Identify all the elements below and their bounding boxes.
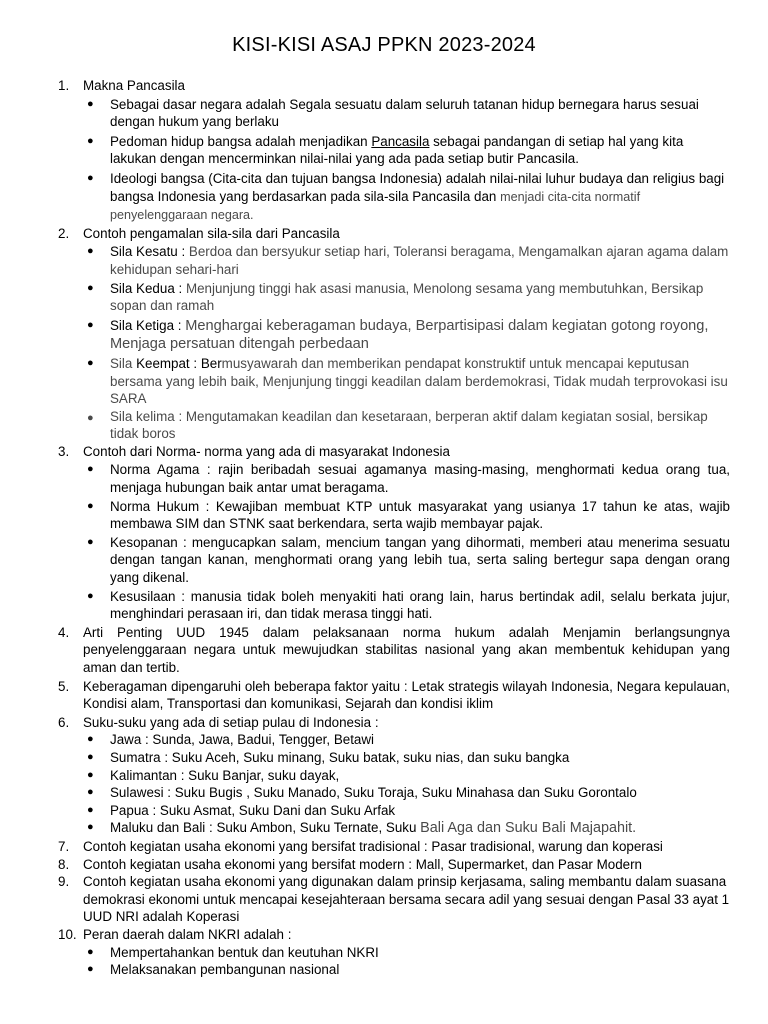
sub-item	[83, 534, 730, 587]
sub-item	[83, 944, 730, 962]
sub-item-text: Keempat : Ber	[136, 355, 222, 371]
item-heading: Arti Penting UUD 1945 dalam pelaksanaan norma hukum adalah Menjamin berlangsungnya penyelenggaraan negara untuk mewujudkan stabilitas nasional yang akan membentuk kehidupan yang aman dan tertib.	[83, 624, 730, 675]
sub-item	[83, 498, 730, 533]
bullet-icon: ●	[87, 97, 94, 110]
bullet-icon: ●	[87, 803, 94, 816]
bullet-icon: ●	[87, 535, 94, 548]
sub-item	[83, 355, 730, 408]
sub-item	[83, 819, 730, 838]
list-item	[0, 624, 768, 677]
item-number: 6.	[58, 714, 70, 730]
sub-item-text: Sulawesi : Suku Bugis , Suku Manado, Suku Toraja, Suku Minahasa dan Suku Gorontalo	[110, 785, 637, 801]
sub-item-text: Maluku dan Bali : Suku Ambon, Suku Ternate, Suku	[110, 820, 421, 836]
list-item	[0, 443, 768, 623]
item-number: 4.	[58, 624, 70, 640]
list-item	[0, 926, 768, 979]
item-heading: Keberagaman dipengaruhi oleh beberapa faktor yaitu : Letak strategis wilayah Indonesia, Negara kepulauan, Kondisi alam, Transportasi dan komunikasi, Sejarah dan kondisi iklim	[83, 678, 730, 712]
sub-item-text: menjadi cita-cita normatif penyelenggaraan negara.	[110, 189, 641, 223]
sub-item-text: Sila	[110, 355, 137, 371]
bullet-icon: ●	[87, 750, 94, 763]
list-item	[0, 873, 768, 926]
item-heading: Contoh kegiatan usaha ekonomi yang digunakan dalam prinsip kerjasama, saling membantu dalam suasana demokrasi ekonomi untuk mencapai kesejahteraan bersama secara adil yang sesuai dengan Pasal 33 ayat 1 UUD NRI adalah Koperasi	[83, 874, 730, 925]
item-number: 7.	[58, 838, 70, 854]
bullet-icon: ●	[87, 821, 94, 834]
page-title: KISI-KISI ASAJ PPKN 2023-2024	[232, 34, 536, 56]
item-heading: Suku-suku yang ada di setiap pulau di Indonesia :	[83, 714, 379, 730]
sub-item-text: Menjunjung tinggi hak asasi manusia, Menolong sesama yang membutuhkan, Bersikap sopan dan ramah	[110, 280, 704, 314]
sub-item-text: Pedoman hidup bangsa adalah menjadikan	[110, 133, 372, 149]
bullet-icon: ●	[87, 768, 94, 781]
item-heading: Peran daerah dalam NKRI adalah :	[83, 926, 292, 942]
sub-item	[83, 961, 730, 979]
item-number: 1.	[58, 78, 70, 93]
bullet-icon: ●	[87, 245, 94, 258]
list-item	[0, 714, 768, 838]
sub-item	[83, 461, 730, 496]
bullet-icon: ●	[87, 134, 94, 147]
sub-item	[83, 767, 730, 785]
sub-item-text: Melaksanakan pembangunan nasional	[110, 962, 340, 978]
item-number: 9.	[58, 874, 70, 890]
sub-item-text: Sebagai dasar negara adalah Segala sesuatu dalam seluruh tatanan hidup bernegara harus sesuai dengan hukum yang berlaku	[110, 96, 699, 130]
sub-item-text: Sumatra : Suku Aceh, Suku minang, Suku batak, suku nias, dan suku bangka	[110, 749, 570, 765]
list-item	[0, 838, 768, 856]
sub-item-text: Sila kelima : Mengutamakan keadilan dan kesetaraan, berperan aktif dalam kegiatan sosial, bersikap tidak boros	[110, 408, 708, 442]
sub-item	[83, 317, 730, 354]
list-item	[0, 225, 768, 443]
bullet-icon: ●	[87, 281, 94, 294]
bullet-icon: ●	[87, 945, 94, 958]
sub-item	[83, 802, 730, 820]
sub-item-text: Norma Agama : rajin beribadah sesuai agamanya masing-masing, menghormati kedua orang tua, menjaga hubungan baik antar umat beragama.	[110, 462, 730, 496]
sub-item	[83, 96, 730, 131]
sub-item-text: Berdoa dan bersyukur setiap hari, Toleransi beragama, Mengamalkan ajaran agama dalam kehidupan sehari-hari	[110, 244, 729, 277]
bullet-icon: ●	[87, 463, 94, 476]
sub-item-text: Papua : Suku Asmat, Suku Dani dan Suku Arfak	[110, 802, 396, 818]
sub-item-text: Kalimantan : Suku Banjar, suku dayak,	[110, 767, 340, 783]
sub-item	[83, 588, 730, 623]
sub-item	[83, 749, 730, 767]
sub-item-text: Kesusilaan : manusia tidak boleh menyakiti hati orang lain, harus bertindak adil, selalu berkata jujur, menghindari perasaan iri, dan tidak merasa tinggi hati.	[110, 588, 730, 622]
sub-item	[83, 243, 730, 278]
underlined-word: Pancasila	[371, 133, 430, 149]
sub-item-text: Kesopanan : mengucapkan salam, mencium tangan yang dihormati, memberi atau menerima sesuatu dengan tangan kanan, menghormati orang yang lebih tua, serta saling bertegur sapa dengan orang yang dikenal.	[110, 534, 730, 586]
item-heading: Contoh kegiatan usaha ekonomi yang bersifat tradisional : Pasar tradisional, warung dan koperasi	[83, 838, 663, 854]
sub-item	[83, 784, 730, 802]
list-item	[0, 678, 768, 713]
sub-item	[83, 133, 730, 168]
bullet-icon: ●	[87, 411, 94, 424]
sub-item-text: sebagai pandangan di setiap hal yang kita lakukan dengan mencerminkan nilai-nilai yang ada pada setiap butir Pancasila.	[110, 133, 684, 167]
item-number: 5.	[58, 678, 70, 694]
numbered-list	[0, 77, 768, 979]
item-heading: Contoh dari Norma- norma yang ada di masyarakat Indonesia	[83, 443, 450, 459]
bullet-icon: ●	[87, 356, 94, 369]
item-number: 8.	[58, 856, 70, 872]
list-item	[0, 77, 768, 225]
sub-item-text: Sila Kesatu :	[110, 244, 189, 260]
sub-item-text: Sila Ketiga :	[110, 317, 186, 333]
bullet-icon: ●	[87, 171, 94, 184]
sub-item-text: Jawa : Sunda, Jawa, Badui, Tengger, Betawi	[110, 732, 375, 748]
bullet-icon: ●	[87, 499, 94, 512]
sub-item-text: Bali Aga dan Suku Bali Majapahit.	[420, 820, 637, 837]
list-item	[0, 856, 768, 874]
item-number: 3.	[58, 443, 70, 459]
bullet-icon: ●	[87, 786, 94, 799]
sub-item	[83, 731, 730, 749]
sub-item	[83, 280, 730, 315]
sub-item-text: Mempertahankan bentuk dan keutuhan NKRI	[110, 944, 379, 960]
item-heading: Contoh kegiatan usaha ekonomi yang bersifat modern : Mall, Supermarket, dan Pasar Modern	[83, 856, 642, 872]
item-heading: Makna Pancasila	[83, 78, 185, 93]
bullet-icon: ●	[87, 963, 94, 976]
bullet-icon: ●	[87, 589, 94, 602]
item-heading: Contoh pengamalan sila-sila dari Pancasila	[83, 225, 340, 241]
bullet-icon: ●	[87, 318, 94, 331]
sub-item	[83, 170, 730, 225]
item-number: 10.	[58, 926, 77, 942]
sub-item-text: Norma Hukum : Kewajiban membuat KTP untuk masyarakat yang usianya 17 tahun ke atas, wajib membawa SIM dan STNK saat berkendara, serta wajib membayar pajak.	[110, 498, 730, 532]
sub-item-text: musyawarah dan memberikan pendapat konstruktif untuk mencapai keputusan bersama yang lebih baik, Menjunjung tinggi keadilan dalam berdemokrasi, Tidak mudah terprovokasi isu SARA	[110, 355, 728, 407]
item-number: 2.	[58, 225, 70, 241]
sub-item	[83, 408, 730, 443]
sub-item-text: Sila Kedua :	[110, 280, 186, 296]
sub-item-text: Menghargai keberagaman budaya, Berpartisipasi dalam kegiatan gotong royong, Menjaga persatuan ditengah perbedaan	[110, 317, 709, 353]
sub-item-text: Ideologi bangsa (Cita-cita dan tujuan bangsa Indonesia) adalah nilai-nilai luhur budaya dan religius bagi bangsa Indonesia yang berdasarkan pada sila-sila Pancasila dan	[110, 170, 725, 204]
bullet-icon: ●	[87, 733, 94, 746]
